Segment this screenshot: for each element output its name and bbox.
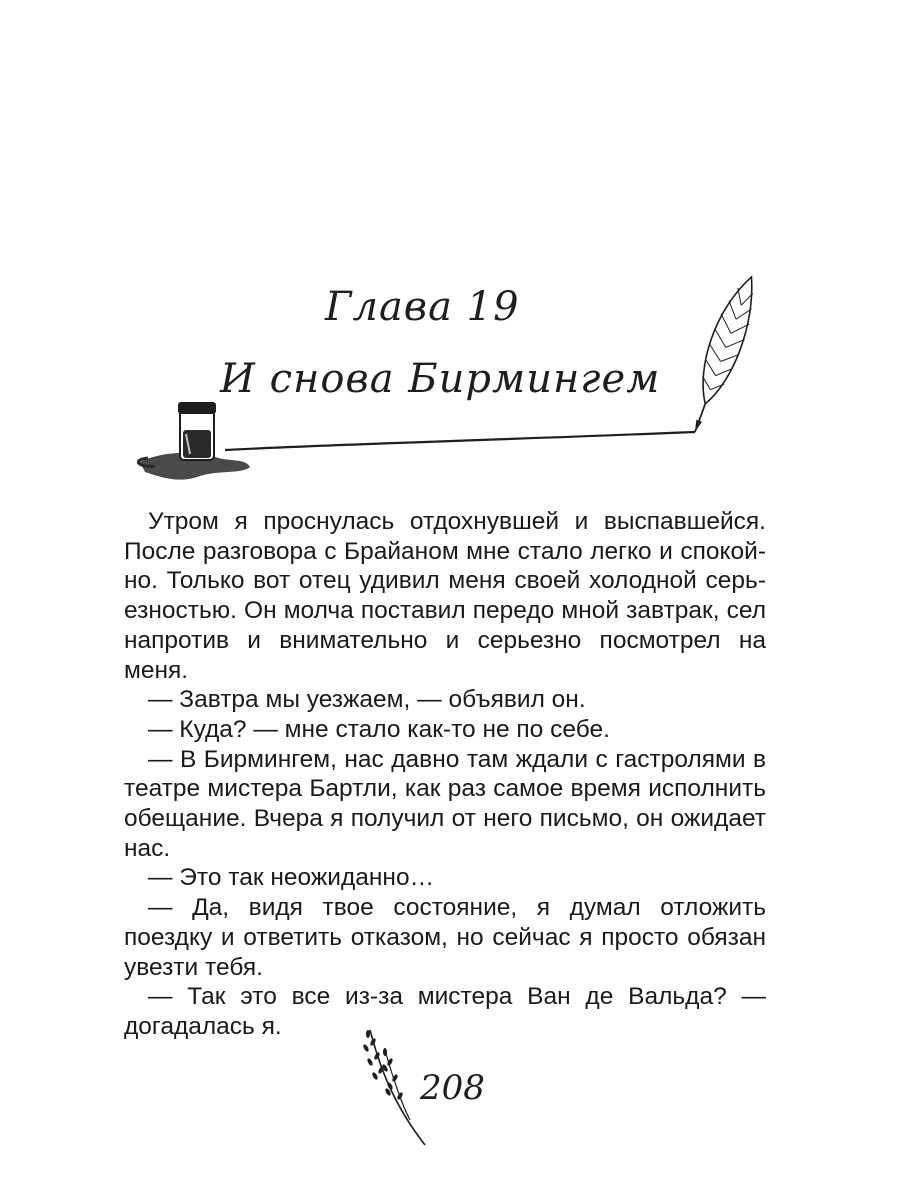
paragraph: — Так это все из-за мистера Ван де Вальда? — догадалась я.: [124, 983, 766, 1040]
paragraph: — Да, видя твое состояние, я думал отложить поездку и ответить отказом, но сейчас я просто обязан увезти тебя.: [124, 894, 766, 981]
chapter-body: [124, 507, 766, 1042]
paragraph: — Это так неожиданно…: [148, 864, 435, 892]
page-number: 208: [420, 1068, 485, 1108]
paragraph: — Завтра мы уезжаем, — объявил он.: [148, 686, 586, 714]
chapter-title: И снова Бирмингем: [220, 356, 661, 402]
page-footer: [340, 1020, 520, 1150]
paragraph: — Куда? — мне стало как-то не по себе.: [148, 715, 610, 743]
chapter-number: Глава 19: [325, 284, 520, 330]
chapter-heading: [120, 262, 800, 502]
paragraph: — В Бирмингем, нас давно там ждали с гастролями в театре мистера Бартли, как раз самое время исполнить обещание. Вчера я получил от него письмо, он ожидает нас.: [124, 745, 766, 862]
paragraph: Утром я проснулась отдохнувшей и выспавшейся. После разговора с Брайаном мне стало легко и спокойно. Только вот отец удивил меня своей холодной серьезностью. Он молча поставил передо мной завтрак, сел напротив и внимательно и серьезно посмотрел на меня.: [124, 508, 766, 684]
